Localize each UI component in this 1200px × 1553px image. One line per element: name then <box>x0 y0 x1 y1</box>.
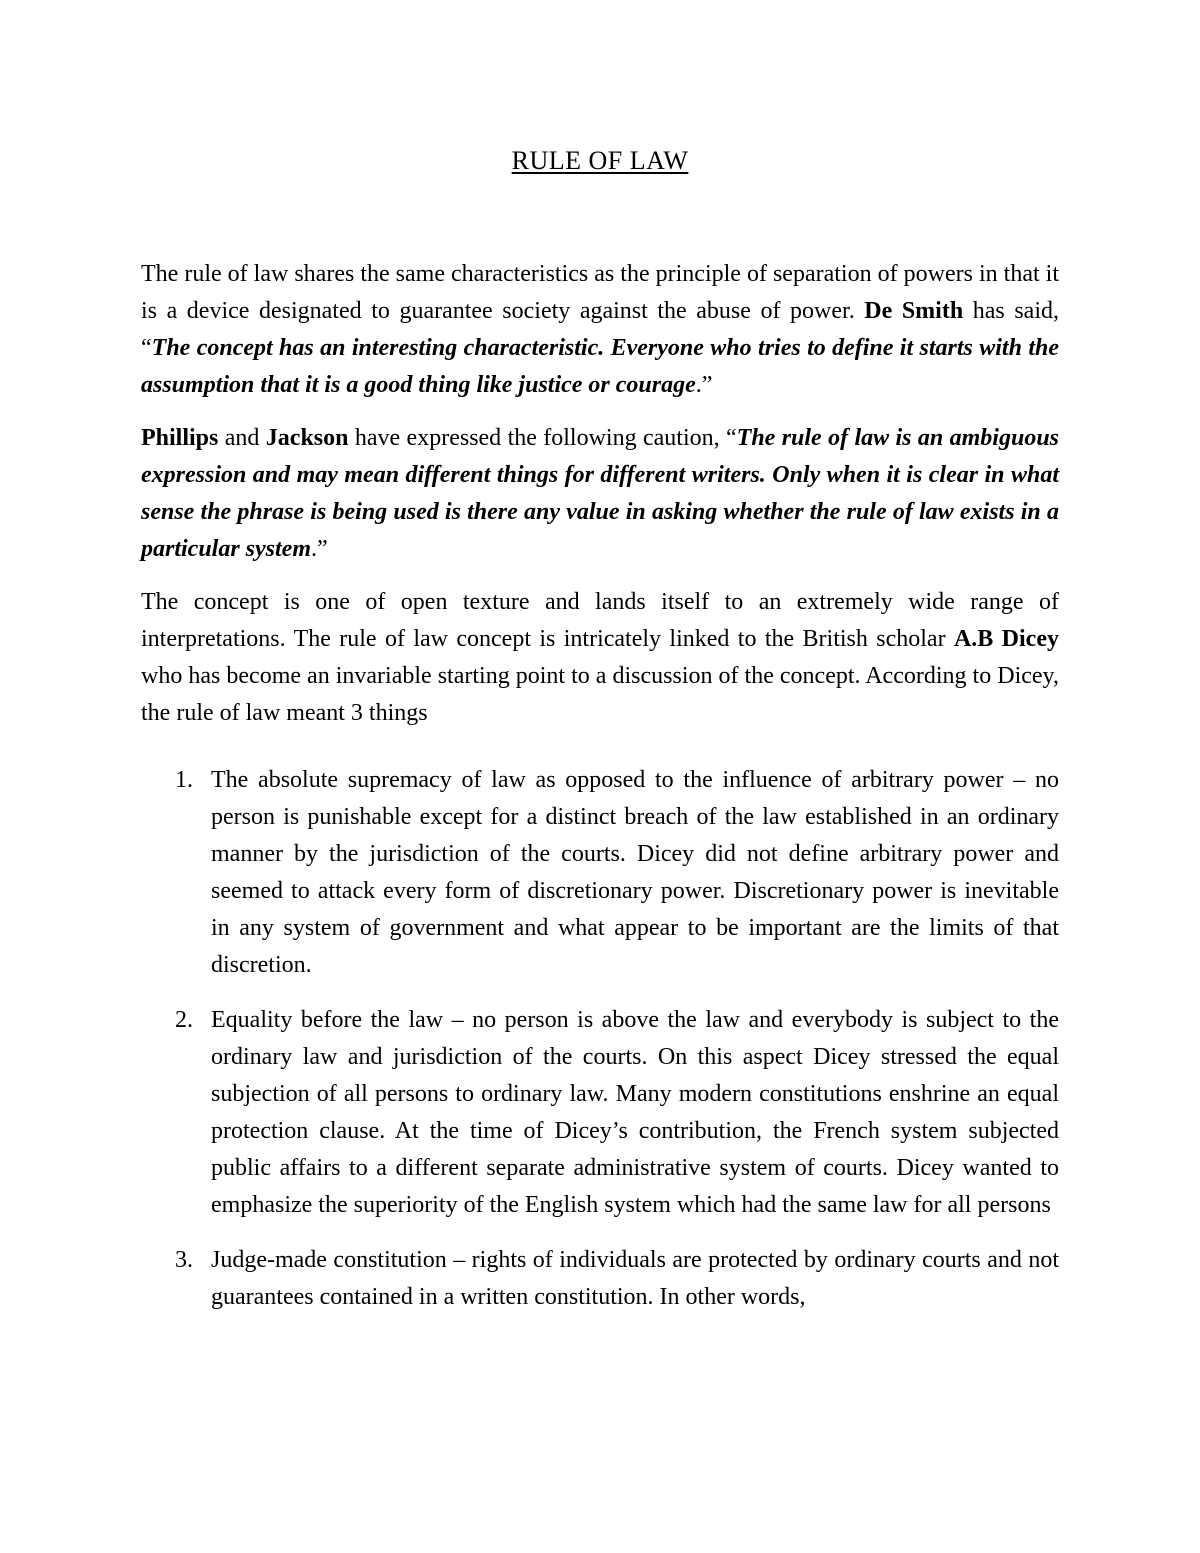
list-item-text: Equality before the law – no person is above the law and everybody is subject to the ordinary law and jurisdiction of the courts. On this aspect Dicey stressed the equal subjection of all persons to ordinary law. Many modern constitutions enshrine an equal protection clause. At the time of Dicey’s contribution, the French system subjected public affairs to a different separate administrative system of courts. Dicey wanted to emphasize the superiority of the English system which had the same law for all persons <box>211 1007 1059 1218</box>
list-number: 2. <box>175 1007 193 1033</box>
paragraph-1-end: .” <box>695 372 713 398</box>
page-title: RULE OF LAW <box>511 146 689 175</box>
list-number: 1. <box>175 767 193 793</box>
list-item <box>141 762 1059 984</box>
paragraph-3-start: The concept is one of open texture and lands itself to an extremely wide range of interpretations. The rule of law concept is intricately linked to the British scholar <box>141 589 1059 652</box>
document-body <box>141 256 1059 1334</box>
author-phillips: Phillips <box>141 425 219 451</box>
paragraph-1-mid: has said, “ <box>141 298 1059 361</box>
paragraph-2-end: .” <box>311 536 328 562</box>
paragraph-2-and: and <box>218 425 266 451</box>
list-item-text: The absolute supremacy of law as opposed to the influence of arbitrary power – no person is punishable except for a distinct breach of the law established in an ordinary manner by the jurisdiction of the courts. Dicey did not define arbitrary power and seemed to attack every form of discretionary power. Discretionary power is inevitable in any system of government and what appear to be important are the limits of that discretion. <box>211 767 1059 978</box>
paragraph-dicey <box>141 584 1059 732</box>
author-jackson: Jackson <box>265 425 349 451</box>
quote-de-smith: The concept has an interesting characteristic. Everyone who tries to define it starts with the assumption that it is a good thing like justice or courage <box>141 335 1059 398</box>
author-dicey: A.B Dicey <box>953 626 1059 652</box>
paragraph-3-end: who has become an invariable starting point to a discussion of the concept. According to Dicey, the rule of law meant 3 things <box>141 663 1059 726</box>
paragraph-phillips-jackson <box>141 420 1059 568</box>
list-item <box>141 1002 1059 1224</box>
list-item-text: Judge-made constitution – rights of individuals are protected by ordinary courts and not guarantees contained in a written constitution. In other words, <box>211 1247 1059 1310</box>
quote-phillips-jackson: The rule of law is an ambiguous expression and may mean different things for different writers. Only when it is clear in what sense the phrase is being used is there any value in asking whether the rule of law exists in a particular system <box>141 425 1060 562</box>
paragraph-2-mid: have expressed the following caution, “ <box>348 425 737 451</box>
author-de-smith: De Smith <box>864 298 964 324</box>
list-item <box>141 1242 1059 1316</box>
paragraph-1-intro: The rule of law shares the same characteristics as the principle of separation of powers in that it is a device designated to guarantee society against the abuse of power. <box>141 261 1059 324</box>
dicey-principles-list <box>141 762 1059 1316</box>
paragraph-de-smith <box>141 256 1059 404</box>
list-number: 3. <box>175 1247 193 1273</box>
